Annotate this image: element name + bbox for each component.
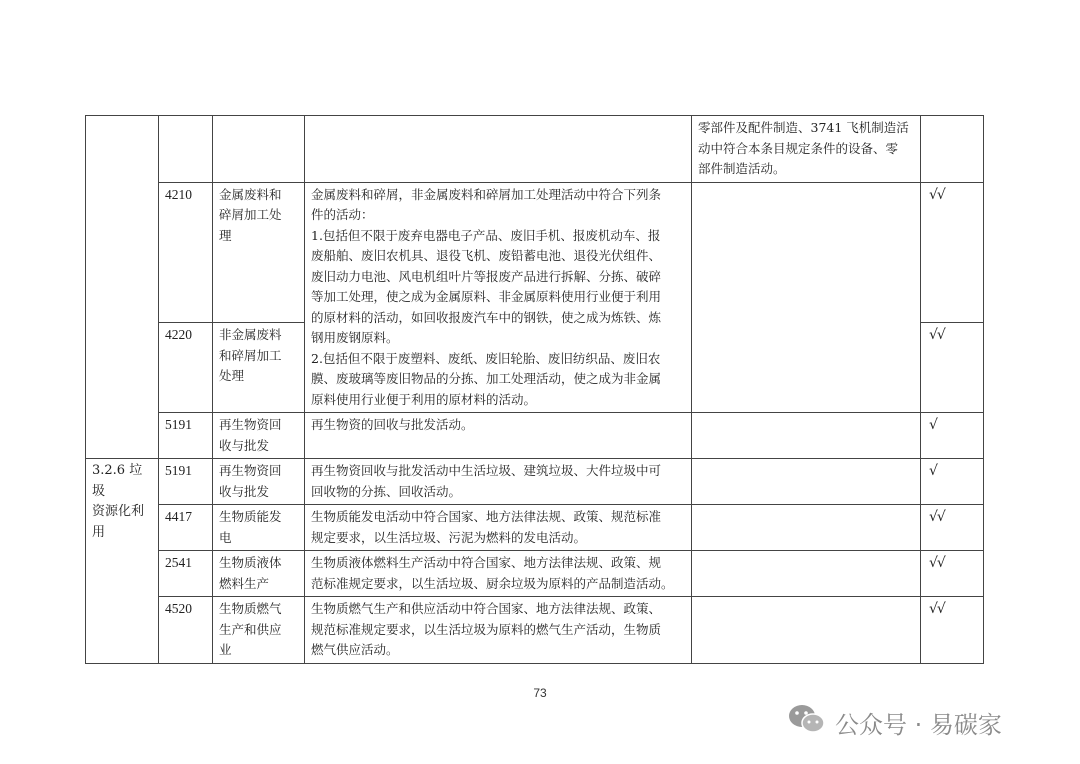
name-cell — [213, 116, 305, 183]
code-cell — [159, 116, 213, 183]
scope-cell: 零部件及配件制造、3741 飞机制造活 动中符合本条目规定条件的设备、零 部件制造活动。 — [692, 116, 921, 183]
code-cell: 2541 — [159, 551, 213, 597]
scope-cell — [692, 459, 921, 505]
name-cell: 非金属废料 和碎屑加工 处理 — [213, 323, 305, 413]
description-cell: 生物质能发电活动中符合国家、地方法律法规、政策、规范标准 规定要求，以生活垃圾、污泥为燃料的发电活动。 — [305, 505, 692, 551]
code-cell: 4520 — [159, 597, 213, 664]
scope-cell — [692, 597, 921, 664]
code-cell: 5191 — [159, 459, 213, 505]
name-cell: 生物质能发 电 — [213, 505, 305, 551]
description-cell: 再生物资回收与批发活动中生活垃圾、建筑垃圾、大件垃圾中可 回收物的分拣、回收活动。 — [305, 459, 692, 505]
mark-cell — [921, 116, 984, 183]
code-cell: 4220 — [159, 323, 213, 413]
mark-cell: √√ — [921, 182, 984, 323]
table-row — [86, 551, 984, 597]
table-row — [86, 182, 984, 323]
scope-cell — [692, 182, 921, 413]
table-row — [86, 597, 984, 664]
watermark-text: 公众号 · 易碳家 — [835, 710, 1002, 739]
mark-cell: √ — [921, 459, 984, 505]
table-row — [86, 505, 984, 551]
description-cell — [305, 116, 692, 183]
mark-cell: √√ — [921, 505, 984, 551]
industry-cell — [86, 116, 159, 459]
mark-cell: √√ — [921, 323, 984, 413]
scope-cell — [692, 505, 921, 551]
code-cell: 4417 — [159, 505, 213, 551]
industry-cell: 3.2.6 垃圾 资源化利 用 — [86, 459, 159, 664]
classification-table — [85, 115, 984, 664]
page-number: 73 — [533, 686, 547, 700]
table-row — [86, 116, 984, 183]
description-cell: 再生物资的回收与批发活动。 — [305, 413, 692, 459]
mark-cell: √ — [921, 413, 984, 459]
name-cell: 金属废料和 碎屑加工处 理 — [213, 182, 305, 323]
scope-cell — [692, 551, 921, 597]
code-cell: 4210 — [159, 182, 213, 323]
description-cell: 生物质液体燃料生产活动中符合国家、地方法律法规、政策、规 范标准规定要求，以生活垃圾、厨余垃圾为原料的产品制造活动。 — [305, 551, 692, 597]
description-cell: 生物质燃气生产和供应活动中符合国家、地方法律法规、政策、 规范标准规定要求，以生活垃圾为原料的燃气生产活动，生物质 燃气供应活动。 — [305, 597, 692, 664]
mark-cell: √√ — [921, 551, 984, 597]
mark-cell: √√ — [921, 597, 984, 664]
table-row — [86, 459, 984, 505]
name-cell: 生物质燃气 生产和供应 业 — [213, 597, 305, 664]
watermark — [787, 702, 1002, 742]
description-cell: 金属废料和碎屑，非金属废料和碎屑加工处理活动中符合下列条 件的活动： 1.包括但不限于废弃电器电子产品、废旧手机、报废机动车、报 废船舶、废旧农机具、退役飞机、废铅蓄电池、退役光伏组件、 废旧动力电池、风电机组叶片等报废产品进行拆解、分拣、破碎 等加工处理，使之成为金属原料、非金属原料使用行业便于利用 的原材料的活动，如回收报废汽车中的钢铁，使之成为炼铁、炼 钢用废钢原料。 2.包括但不限于废塑料、废纸、废旧轮胎、废旧纺织品、废旧农 膜、废玻璃等废旧物品的分拣、加工处理活动，使之成为非金属 原料使用行业便于利用的原材料的活动。 — [305, 182, 692, 413]
code-cell: 5191 — [159, 413, 213, 459]
name-cell: 再生物资回 收与批发 — [213, 413, 305, 459]
name-cell: 再生物资回 收与批发 — [213, 459, 305, 505]
table-row — [86, 413, 984, 459]
scope-cell — [692, 413, 921, 459]
wechat-icon — [787, 702, 835, 742]
name-cell: 生物质液体 燃料生产 — [213, 551, 305, 597]
